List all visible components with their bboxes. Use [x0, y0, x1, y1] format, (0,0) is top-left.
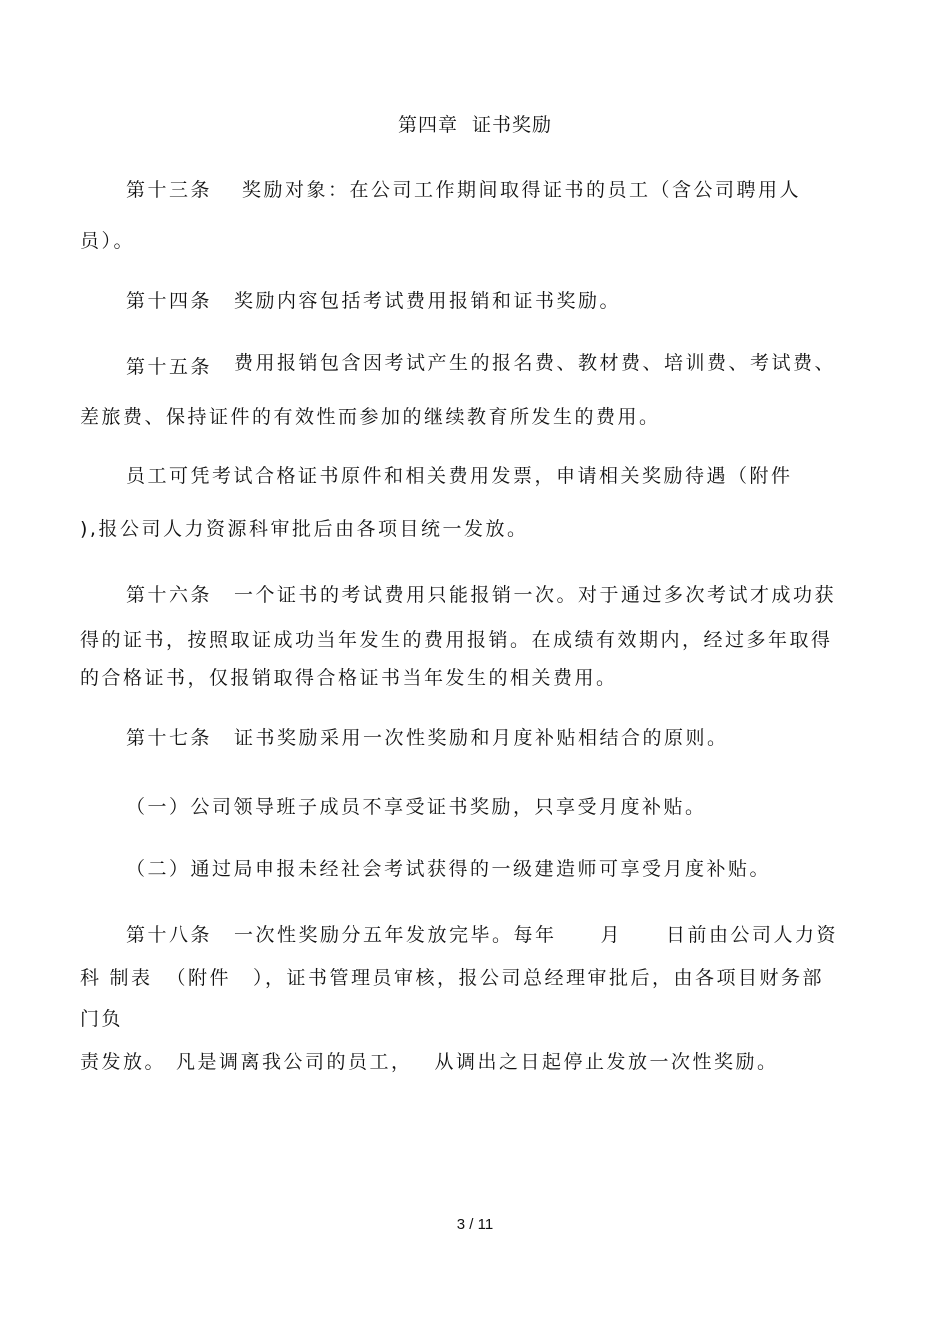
article-18-line-1	[126, 923, 880, 947]
article-18-text-2a: 科	[80, 967, 102, 989]
article-18-line-2	[80, 966, 880, 990]
article-13-label: 第十三条	[126, 179, 213, 201]
article-16-line-2: 得的证书，按照取证成功当年发生的费用报销。在成绩有效期内，经过多年取得	[80, 629, 833, 651]
article-18-text-2d: ），证书管理员审核，报公司总经理审批后，由各项目财务部	[253, 967, 825, 989]
article-18-label: 第十八条	[126, 924, 213, 946]
item-1: （一）公司领导班子成员不享受证书奖励，只享受月度补贴。	[126, 796, 707, 818]
page-number: 3 / 11	[456, 1216, 494, 1233]
article-13-text: 奖励对象：在公司工作期间取得证书的员工（含公司聘用人	[242, 179, 802, 201]
article-18-line-3: 门负	[80, 1008, 124, 1030]
reimburse-paragraph-line-2: ),报公司人力资源科审批后由各项目统一发放。	[80, 518, 529, 540]
article-18-line-4	[80, 1050, 880, 1074]
article-18-text-2b: 制表	[109, 967, 153, 989]
article-16-text: 一个证书的考试费用只能报销一次。对于通过多次考试才成功获	[234, 584, 837, 606]
article-13-line-1	[126, 178, 880, 202]
article-17	[126, 726, 880, 750]
article-18-text-4c: 从调出之日起停止发放一次性奖励。	[434, 1051, 779, 1073]
article-17-label: 第十七条	[126, 727, 213, 749]
article-14-label: 第十四条	[126, 290, 213, 312]
article-15-label: 第十五条	[126, 356, 213, 378]
article-16-label: 第十六条	[126, 584, 213, 606]
article-15-line-2: 差旅费、保持证件的有效性而参加的继续教育所发生的费用。	[80, 406, 661, 428]
article-18-text-1b: 月	[600, 924, 623, 946]
article-16-line-1	[126, 583, 880, 607]
article-15-line-1	[126, 351, 880, 378]
article-13-line-2: 员）。	[80, 230, 136, 252]
article-18-text-2c: （附件	[166, 967, 232, 989]
article-18-text-1a: 一次性奖励分五年发放完毕。每年	[234, 924, 557, 946]
item-2: （二）通过局申报未经社会考试获得的一级建造师可享受月度补贴。	[126, 858, 772, 880]
article-14-text: 奖励内容包括考试费用报销和证书奖励。	[234, 290, 622, 312]
reimburse-paragraph-line-1: 员工可凭考试合格证书原件和相关费用发票，申请相关奖励待遇（附件	[126, 465, 793, 487]
article-18-text-4b: 凡是调离我公司的员工，	[176, 1051, 413, 1073]
article-17-text: 证书奖励采用一次性奖励和月度补贴相结合的原则。	[234, 727, 729, 749]
article-14	[126, 289, 880, 313]
article-16-line-3: 的合格证书，仅报销取得合格证书当年发生的相关费用。	[80, 667, 618, 689]
article-18-text-1c: 日前由公司人力资	[666, 924, 839, 946]
chapter-title: 第四章 证书奖励	[397, 114, 553, 136]
article-18-text-4a: 责发放。	[80, 1051, 167, 1073]
article-15-text: 费用报销包含因考试产生的报名费、教材费、培训费、考试费、	[234, 352, 837, 374]
